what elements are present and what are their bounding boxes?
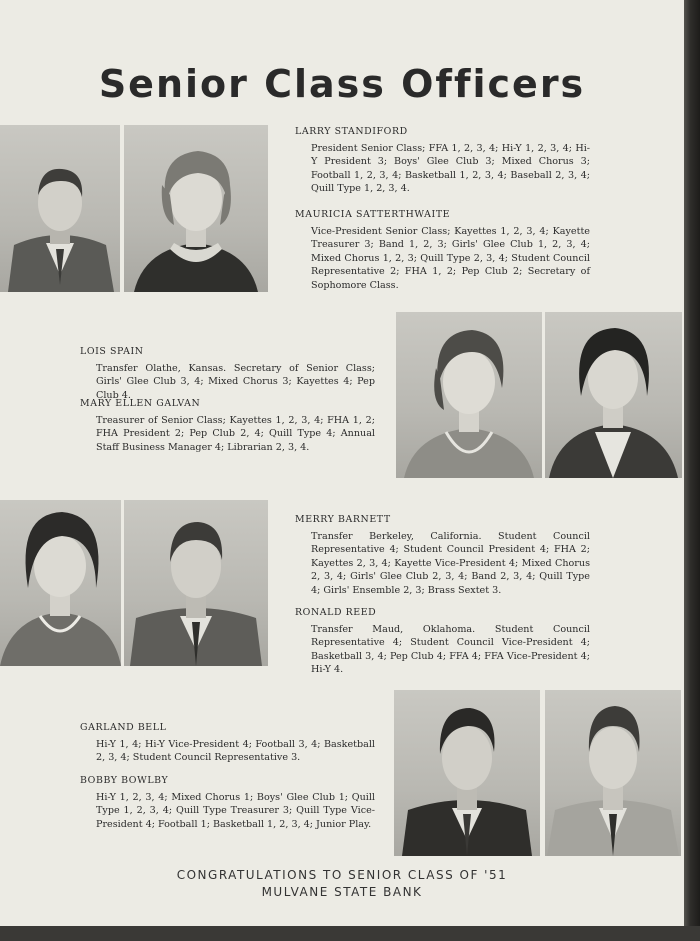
page-title: Senior Class Officers [98, 62, 586, 106]
portrait-photo-garland-bell [394, 690, 540, 856]
officer-name: MARY ELLEN GALVAN [80, 398, 201, 409]
officer-activities: Hi-Y 1, 2, 3, 4; Mixed Chorus 1; Boys' Glee Club 1; Quill Type 1, 2, 3, 4; Quill Type Treasurer 3; Quill Type Vice-President 4; Football 1; Basketball 1, 2, 3, 4; Junior Play. [96, 791, 375, 830]
officer-entry-larry-standiford [295, 125, 590, 196]
portrait-photo-merry-barnett [0, 500, 121, 666]
officer-activities: Transfer Olathe, Kansas. Secretary of Senior Class; Girls' Glee Club 3, 4; Mixed Chorus 3; Kayettes 4; Pep Club 4. [96, 362, 375, 401]
officer-name: GARLAND BELL [80, 722, 167, 733]
sponsor-footer [0, 867, 684, 901]
portrait-photo-lois-spain [396, 312, 542, 478]
officer-activities: Treasurer of Senior Class; Kayettes 1, 2, 3, 4; FHA 1, 2; FHA President 2; Pep Club 2, 4; Quill Type 4; Annual Staff Business Manager 4; Librarian 2, 3, 4. [96, 414, 375, 453]
portrait-photo-mary-ellen-galvan [545, 312, 682, 478]
officer-entry-mary-ellen-galvan [80, 397, 375, 454]
portrait-photo-larry-standiford [0, 125, 120, 292]
officer-name: LOIS SPAIN [80, 346, 144, 357]
officer-entry-merry-barnett [295, 513, 590, 598]
officer-name: BOBBY BOWLBY [80, 775, 169, 786]
officer-activities: Transfer Maud, Oklahoma. Student Council Representative 4; Student Council Vice-President 4; Basketball 3, 4; Pep Club 4; FFA 4; FFA Vice-President 4; Hi-Y 4. [311, 623, 590, 676]
officer-entry-garland-bell [80, 721, 375, 765]
officer-name: MERRY BARNETT [295, 514, 391, 525]
officer-entry-lois-spain [80, 345, 375, 402]
officer-activities: Hi-Y 1, 4; Hi-Y Vice-President 4; Football 3, 4; Basketball 2, 3, 4; Student Council Representative 3. [96, 738, 375, 764]
portrait-photo-bobby-bowlby [545, 690, 681, 856]
portrait-photo-mauricia-satterthwaite [124, 125, 268, 292]
officer-name: MAURICIA SATTERTHWAITE [295, 209, 451, 220]
page-edge-shadow [684, 0, 700, 941]
footer-sponsor-name: MULVANE STATE BANK [261, 885, 423, 899]
officer-entry-ronald-reed [295, 606, 590, 677]
officer-name: LARRY STANDIFORD [295, 126, 408, 137]
officer-activities: Vice-President Senior Class; Kayettes 1, 2, 3, 4; Kayette Treasurer 3; Band 1, 2, 3; Girls' Glee Club 1, 2, 3, 4; Mixed Chorus 1, 2, 3; Quill Type 2, 3, 4; Student Council Representative 2; FHA 1, 2; Pep Club 2; Secretary of Sophomore Class. [311, 225, 590, 291]
footer-congratulations: CONGRATULATIONS TO SENIOR CLASS OF '51 [176, 868, 508, 882]
officer-entry-mauricia-satterthwaite [295, 208, 590, 293]
officer-name: RONALD REED [295, 607, 377, 618]
officer-activities: President Senior Class; FFA 1, 2, 3, 4; Hi-Y 1, 2, 3, 4; Hi-Y President 3; Boys' Glee Club 3; Mixed Chorus 3; Football 1, 2, 3, 4; Basketball 1, 2, 3, 4; Baseball 2, 3, 4; Quill Type 1, 2, 3, 4. [311, 142, 590, 195]
portrait-photo-ronald-reed [124, 500, 268, 666]
page-bottom-edge [0, 926, 700, 941]
officer-activities: Transfer Berkeley, California. Student Council Representative 4; Student Council President 4; FHA 2; Kayettes 2, 3, 4; Kayette Vice-President 4; Mixed Chorus 2, 3, 4; Girls' Glee Club 2, 3, 4; Band 2, 3, 4; Quill Type 4; Girls' Ensemble 2, 3; Brass Sextet 3. [311, 530, 590, 596]
officer-entry-bobby-bowlby [80, 774, 375, 831]
